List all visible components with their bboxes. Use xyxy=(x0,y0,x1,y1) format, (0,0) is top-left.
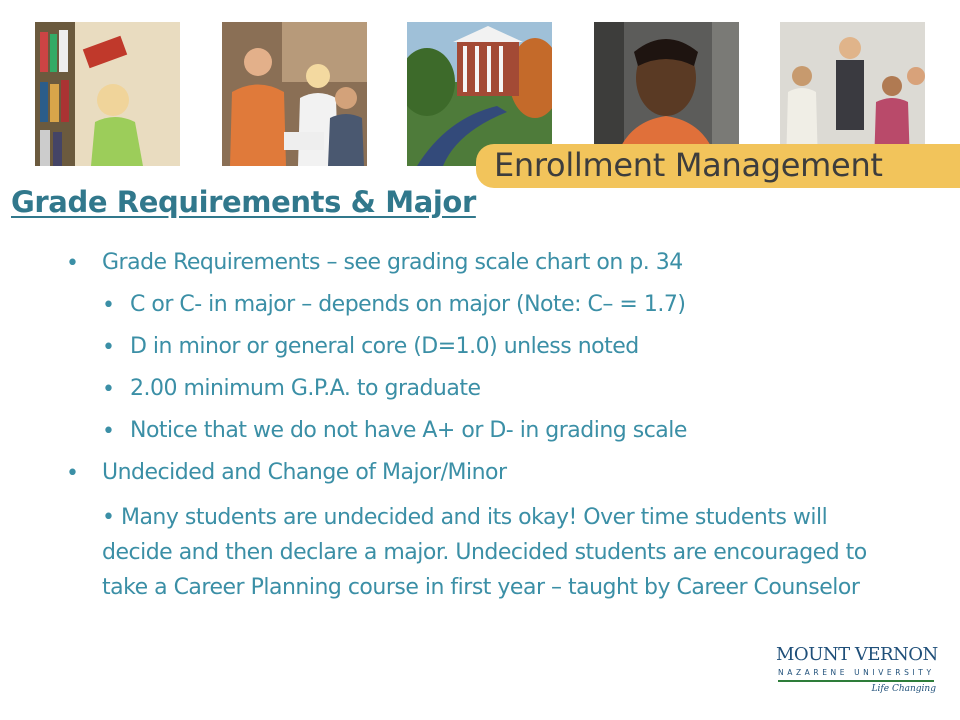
sub-bullet-marker: • xyxy=(102,293,115,318)
sub-bullet-grading-scale: Notice that we do not have A+ or D- in grading scale xyxy=(130,418,687,443)
logo-tagline: Life Changing xyxy=(871,684,936,694)
slide-title: Grade Requirements & Major xyxy=(11,185,476,219)
bullet-marker: • xyxy=(66,461,79,486)
sub-bullet-marker: • xyxy=(102,377,115,402)
sub-bullet-marker: • xyxy=(102,419,115,444)
logo-wordmark: MOUNT VERNON xyxy=(776,644,938,665)
logo-subtitle: NAZARENE UNIVERSITY xyxy=(778,668,935,677)
bullet-undecided: Undecided and Change of Major/Minor xyxy=(102,460,507,485)
sub-bullet-minor: D in minor or general core (D=1.0) unless noted xyxy=(130,334,639,359)
logo-divider xyxy=(778,680,934,682)
sub-bullet-gpa: 2.00 minimum G.P.A. to graduate xyxy=(130,376,481,401)
undecided-paragraph: • Many students are undecided and its okay! Over time students will decide and then declare a major. Undecided students are encouraged to take a Career Planning course in first year – taught by Career Counselor xyxy=(102,505,867,600)
sub-bullet-major: C or C- in major – depends on major (Note: C– = 1.7) xyxy=(130,292,686,317)
university-logo xyxy=(776,644,940,700)
sub-bullet-marker: • xyxy=(102,335,115,360)
bullet-marker: • xyxy=(66,251,79,276)
bullet-grade-requirements: Grade Requirements – see grading scale chart on p. 34 xyxy=(102,250,683,275)
banner-title: Enrollment Management xyxy=(494,146,883,184)
